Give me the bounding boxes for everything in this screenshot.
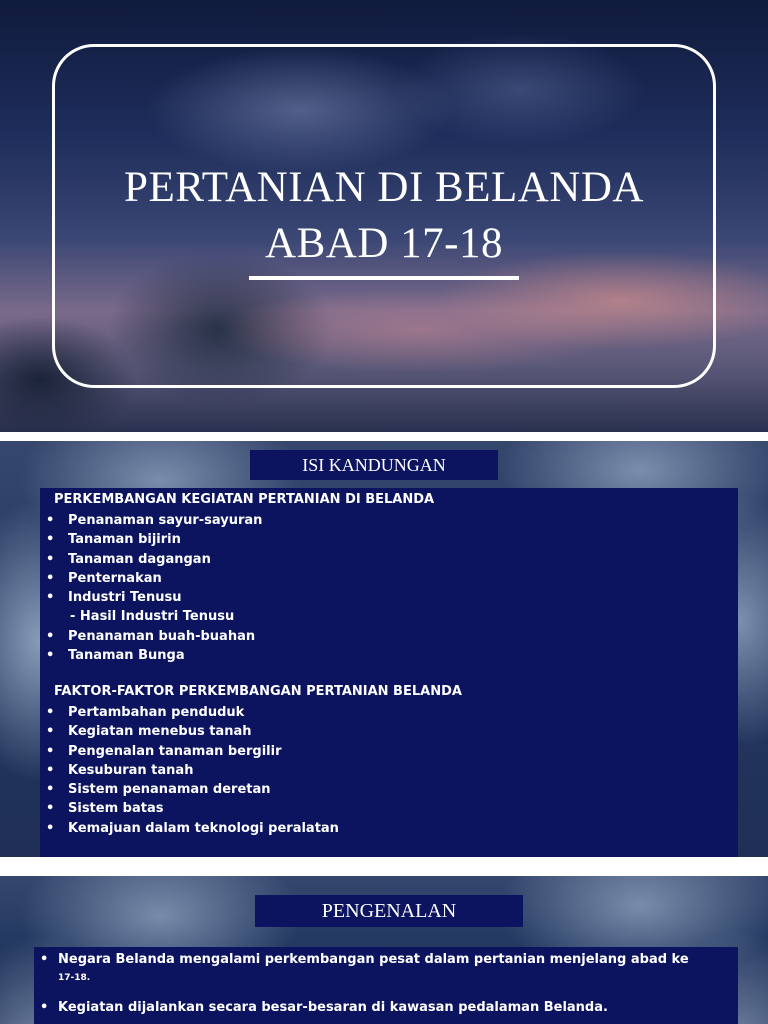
- bullet-icon: •: [46, 590, 55, 606]
- bullet-icon: •: [46, 724, 55, 740]
- bullet-icon: •: [46, 743, 55, 759]
- contents-box: PERKEMBANGAN KEGIATAN PERTANIAN DI BELANDA • Penanaman sayur-sayuran • Tanaman bijirin • Tanaman dagangan • Penternakan • Industri Tenusu - Hasil Industri Tenusu • Penanaman buah-buahan • Tanaman Bunga FAKTOR-FAKTOR PERKEMBANGAN PERTANIAN BELANDA • Pertambahan penduduk • Kegiatan menebus tanah • Pengenalan tanaman bergilir • Kesuburan tanah • Sistem penanaman deretan • Sistem batas • Kemajuan dalam teknologi peralatan: [40, 488, 738, 857]
- slide-title: [52, 160, 716, 272]
- section-title-factors: FAKTOR-FAKTOR PERKEMBANGAN PERTANIAN BELANDA: [54, 684, 462, 699]
- introduction-box: • Negara Belanda mengalami perkembangan pesat dalam pertanian menjelang abad ke • Kegiatan dijalankan secara besar-besaran di kawasan pedalaman Belanda. 17-18.: [34, 947, 738, 1024]
- bullet-icon: •: [46, 532, 55, 548]
- bullet-icon: •: [46, 762, 55, 778]
- introduction-slide: [0, 876, 768, 1024]
- contents-heading: ISI KANDUNGAN: [250, 450, 498, 480]
- section-title-development: PERKEMBANGAN KEGIATAN PERTANIAN DI BELANDA: [54, 492, 435, 507]
- bullet-icon: •: [46, 705, 55, 720]
- bullet-icon: •: [40, 952, 49, 967]
- bullet-icon: •: [46, 628, 55, 644]
- bullet-icon: •: [46, 648, 55, 664]
- bullet-icon: •: [46, 513, 55, 528]
- bullet-icon: •: [40, 1000, 49, 1015]
- bullet-icon: •: [46, 570, 55, 586]
- title-line-1: PERTANIAN DI BELANDA: [124, 164, 644, 211]
- bullet-icon: •: [46, 782, 55, 798]
- bullet-icon: •: [46, 820, 55, 836]
- bullet-icon: •: [46, 551, 55, 567]
- title-slide: [0, 0, 768, 432]
- contents-slide: [0, 441, 768, 857]
- title-underline: [249, 276, 519, 280]
- bullet-icon: •: [46, 801, 55, 817]
- introduction-heading: PENGENALAN: [255, 895, 523, 927]
- title-line-2: ABAD 17-18: [265, 220, 503, 267]
- introduction-continuation: 17-18.: [58, 973, 91, 983]
